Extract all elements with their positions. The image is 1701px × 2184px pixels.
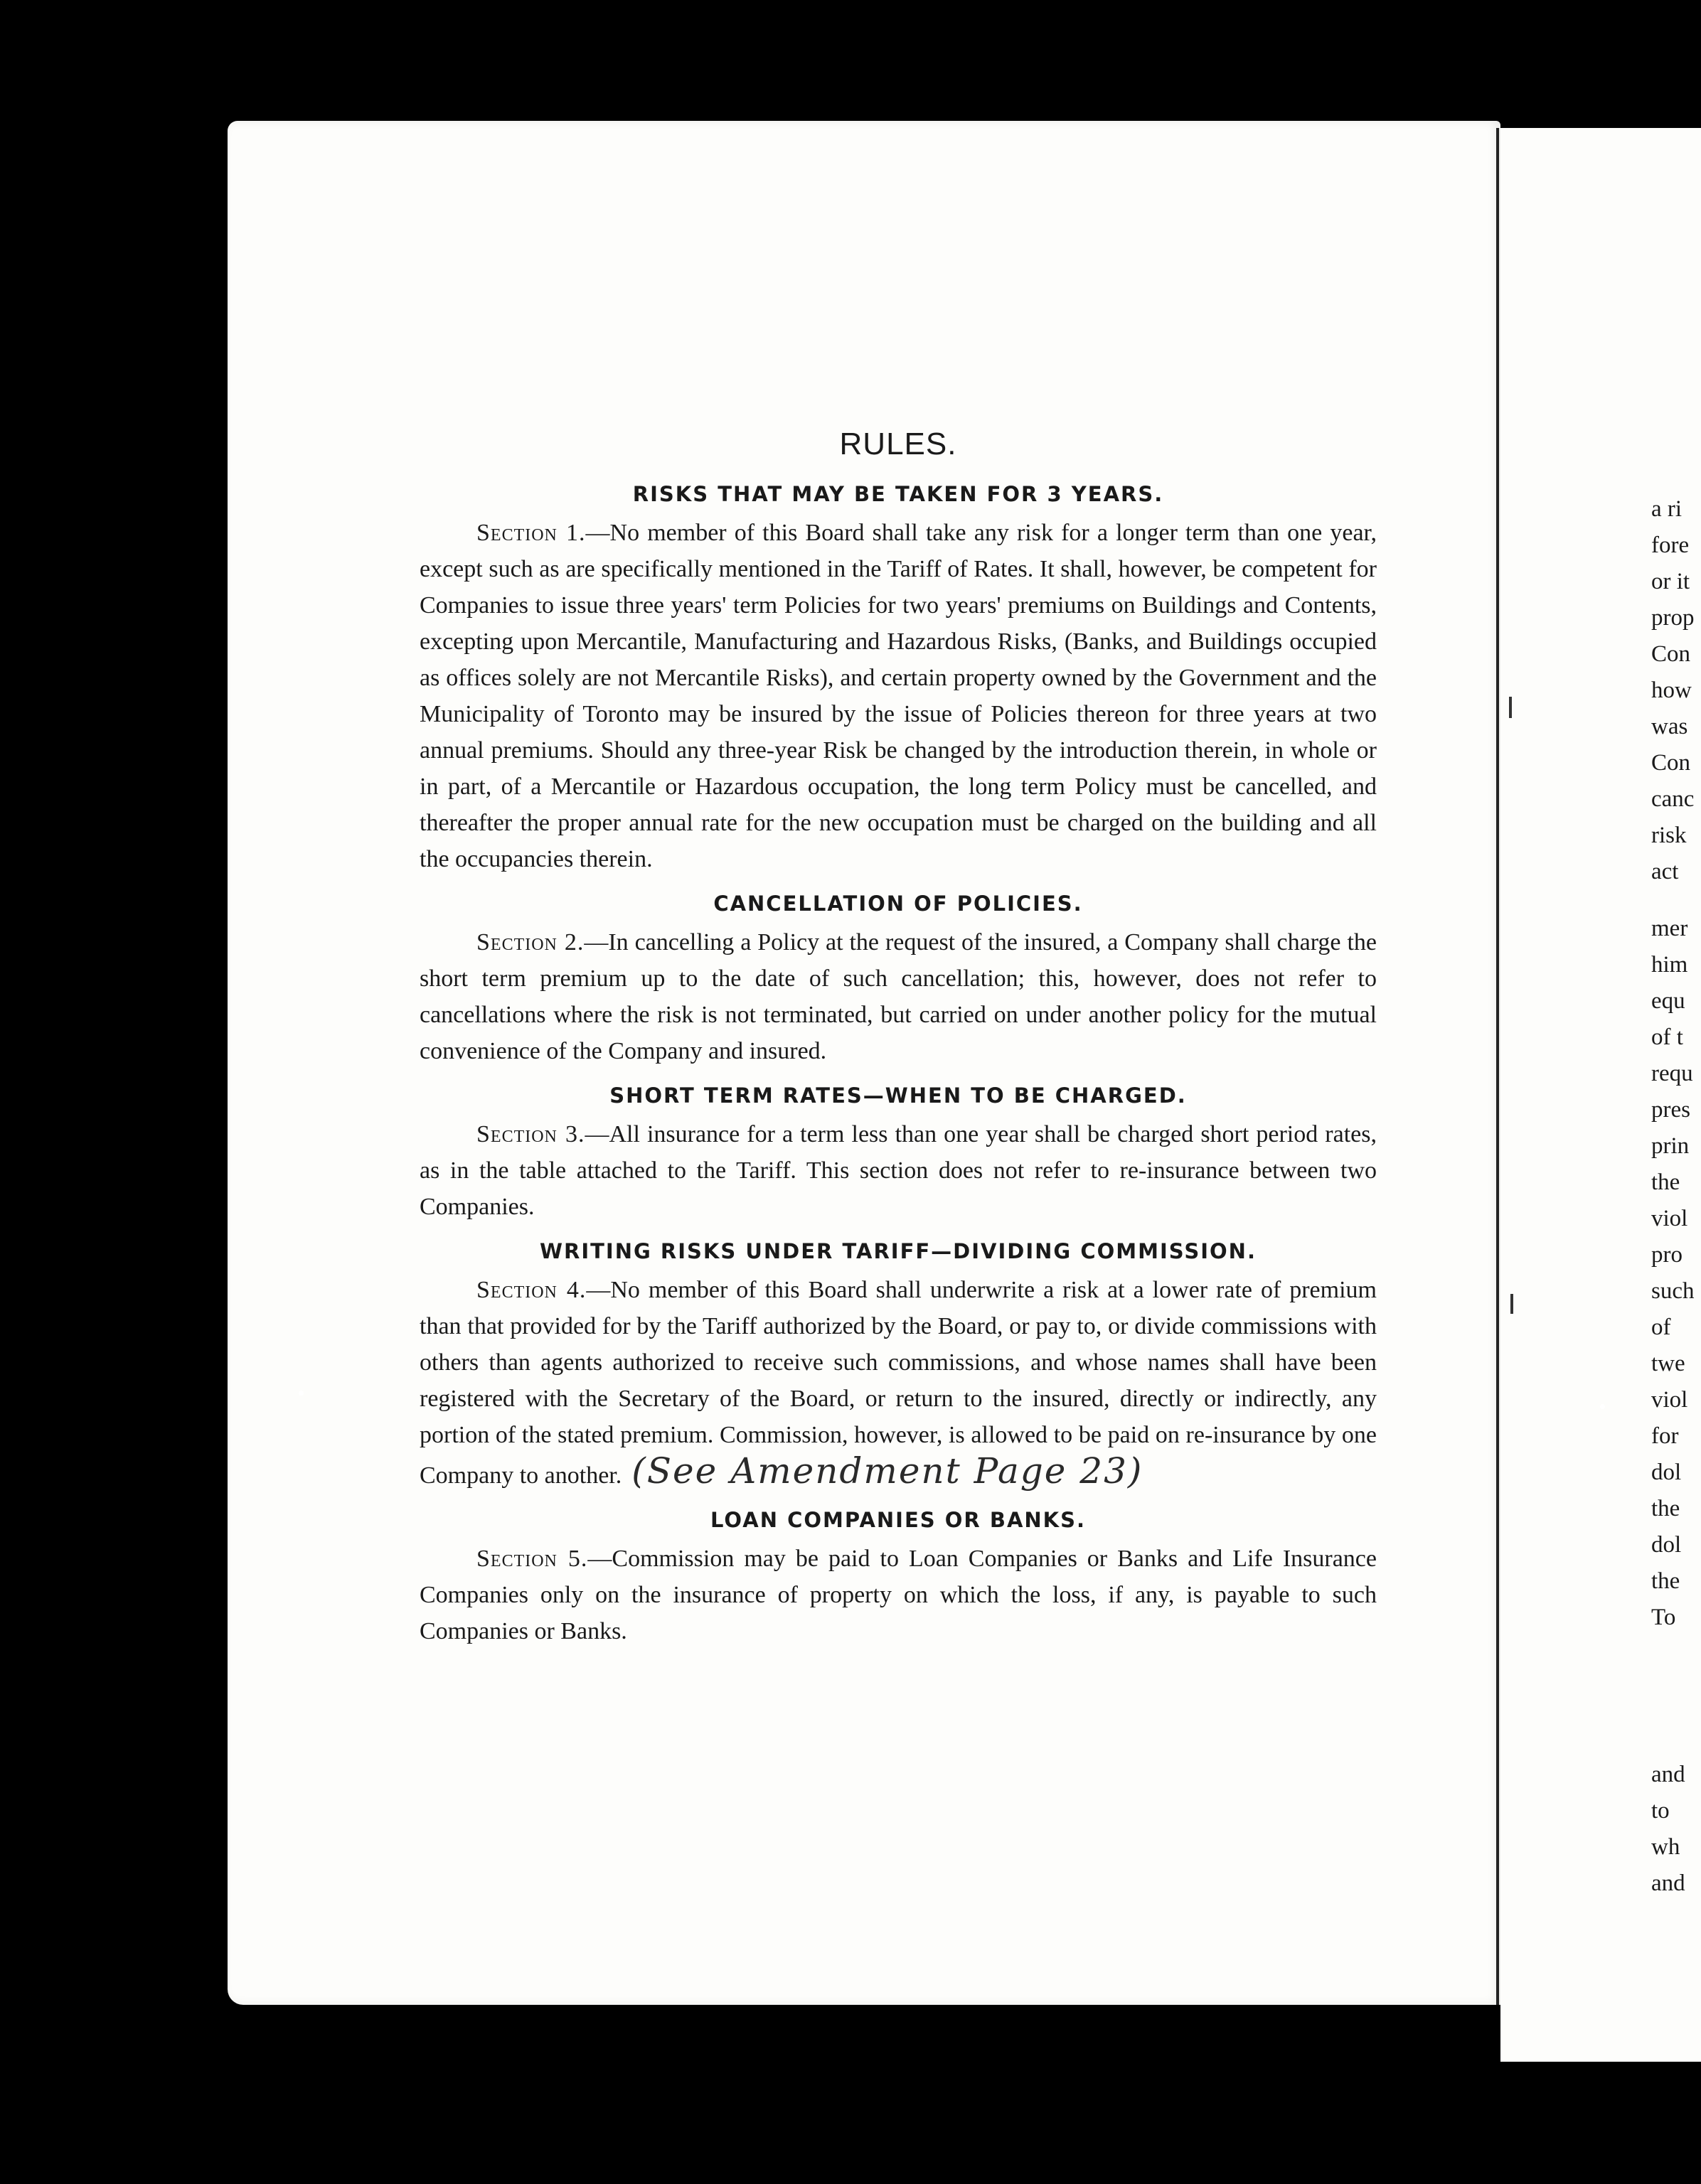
section-heading: SHORT TERM RATES—WHEN TO BE CHARGED. [609, 1083, 1187, 1108]
section-2 [420, 892, 1377, 1069]
facing-page-line: To [1651, 1605, 1676, 1630]
margin-mark [1509, 697, 1512, 718]
facing-page-line: Con [1651, 750, 1691, 776]
facing-page-line: act [1651, 859, 1679, 884]
facing-page-line: requ [1651, 1061, 1693, 1086]
page-title: RULES. [839, 427, 957, 461]
facing-page-line: fore [1651, 532, 1690, 558]
section-heading: WRITING RISKS UNDER TARIFF—DIVIDING COMMISSION. [540, 1239, 1257, 1263]
facing-page-line: wh [1651, 1834, 1680, 1860]
facing-page-line: viol [1651, 1206, 1688, 1231]
scan-speck [1600, 1404, 1605, 1409]
facing-page-line: Con [1651, 641, 1691, 667]
section-text [420, 1272, 1377, 1494]
facing-page-line: of t [1651, 1024, 1683, 1050]
facing-page-line: was [1651, 714, 1688, 739]
facing-page-line: to [1651, 1798, 1670, 1824]
section-body: —Commission may be paid to Loan Companies or Banks and Life Insurance Companies only on the insurance of property on which the loss, if any, is payable to such Companies or Banks. [420, 1546, 1377, 1644]
section-body: —All insurance for a term less than one year shall be charged short period rates, as in the table attached to the Tariff. This section does not refer to re-insurance between two Companies. [420, 1121, 1377, 1220]
facing-page-line: pres [1651, 1097, 1690, 1123]
facing-page-line: equ [1651, 988, 1685, 1014]
section-body: —No member of this Board shall take any risk for a longer term than one year, except such as are specifically mentioned in the Tariff of Rates. It shall, however, be competent for Companies to issue three years' term Policies for two years' premiums on Buildings and Contents, excepting upon Mercantile, Manufacturing and Hazardous Risks, (Banks, and Buildings occupied as offices solely are not Mercantile Risks), and certain property owned by the Government and the Municipality of Toronto may be insured by the issue of Policies thereon for three years at two annual premiums. Should any three-year Risk be changed by the introduction therein, in whole or in part, of a Mercantile or Hazardous occupation, the long term Policy must be cancelled, and thereafter the proper annual rate for the new occupation must be charged on the building and all the occupancies therein. [420, 520, 1377, 872]
scan-speck [299, 1391, 304, 1396]
margin-mark [1510, 1294, 1513, 1314]
section-text [420, 1116, 1377, 1225]
facing-page-line: prin [1651, 1133, 1690, 1159]
facing-page [1500, 128, 1701, 2062]
section-3 [420, 1083, 1377, 1225]
facing-page-line: for [1651, 1423, 1679, 1449]
section-text [420, 924, 1377, 1069]
facing-page-line: the [1651, 1496, 1680, 1521]
section-lead: Section 5. [476, 1546, 588, 1572]
facing-page-line: of [1651, 1315, 1671, 1340]
handwritten-annotation: (See Amendment Page 23) [631, 1450, 1143, 1492]
section-text [420, 1541, 1377, 1649]
facing-page-line: him [1651, 952, 1688, 978]
facing-page-line: viol [1651, 1387, 1688, 1413]
facing-page-line: twe [1651, 1351, 1685, 1376]
facing-page-line: a ri [1651, 496, 1683, 522]
section-lead: Section 4. [476, 1277, 587, 1303]
section-1 [420, 482, 1377, 877]
section-5 [420, 1508, 1377, 1649]
facing-page-line: or it [1651, 569, 1690, 594]
section-text [420, 515, 1377, 877]
facing-page-line: dol [1651, 1532, 1682, 1558]
section-heading: RISKS THAT MAY BE TAKEN FOR 3 YEARS. [632, 482, 1164, 506]
section-4 [420, 1239, 1377, 1494]
facing-page-line: mer [1651, 916, 1688, 941]
facing-page-line: and [1651, 1762, 1685, 1787]
section-body: —No member of this Board shall underwrite a risk at a lower rate of premium than that provided for by the Tariff authorized by the Board, or pay to, or divide commissions with others than agents authorized to receive such commissions, and whose names shall have been registered with the Secretary of the Board, or return to the insured, directly or indirectly, any portion of the stated premium. Commission, however, is allowed to be paid on re-insurance by one Company to another. [420, 1277, 1377, 1489]
facing-page-line: how [1651, 678, 1692, 703]
facing-page-line: prop [1651, 605, 1695, 631]
facing-page-line: dol [1651, 1460, 1682, 1485]
section-heading: CANCELLATION OF POLICIES. [713, 892, 1083, 916]
book-spine [1496, 128, 1499, 2005]
facing-page-line: such [1651, 1278, 1695, 1304]
facing-page-line: the [1651, 1568, 1680, 1594]
facing-page-line: canc [1651, 786, 1695, 812]
section-heading: LOAN COMPANIES OR BANKS. [710, 1508, 1087, 1532]
rules-content [420, 427, 1377, 1664]
section-lead: Section 2. [476, 929, 585, 956]
section-lead: Section 1. [476, 520, 586, 546]
facing-page-line: risk [1651, 823, 1687, 848]
facing-page-line: pro [1651, 1242, 1683, 1268]
facing-page-line: and [1651, 1870, 1685, 1896]
section-lead: Section 3. [476, 1121, 585, 1147]
section-body: —In cancelling a Policy at the request of the insured, a Company shall charge the short term premium up to the date of such cancellation; this, however, does not refer to cancellations where the risk is not terminated, but carried on under another policy for the mutual convenience of the Company and insured. [420, 929, 1377, 1064]
facing-page-line: the [1651, 1169, 1680, 1195]
